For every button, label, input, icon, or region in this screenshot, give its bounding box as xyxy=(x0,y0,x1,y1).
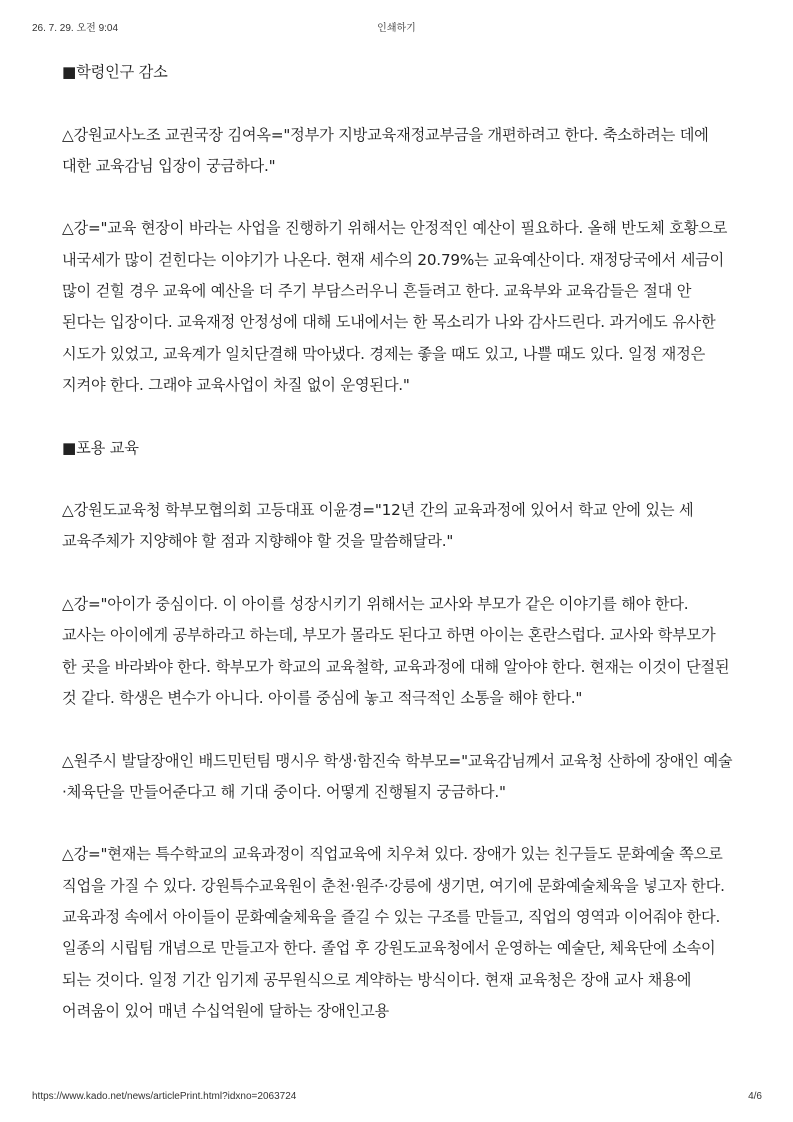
article-paragraph: △강="현재는 특수학교의 교육과정이 직업교육에 치우쳐 있다. 장애가 있는 친구들도 문화예술 쪽으로 직업을 가질 수 있다. 강원특수교육원이 춘천·원주·강릉에 생기면, 여기에 문화예술체육을 넣고자 한다. 교육과정 속에서 아이들이 문화예술체육을 즐길 수 있는 구조를 만들고, 직업의 영역과 이어줘야 한다. 일종의 시립팀 개념으로 만들고자 한다. 졸업 후 강원도교육청에서 운영하는 예술단, 체육단에 소속이 되는 것이다. 일정 기간 임기제 공무원식으로 계약하는 방식이다. 현재 교육청은 장애 교사 채용에 어려움이 있어 매년 수십억원에 달하는 장애인고용 xyxy=(62,845,725,1020)
article-url: https://www.kado.net/news/articlePrint.html?idxno=2063724 xyxy=(32,1091,297,1102)
print-title: 인쇄하기 xyxy=(377,23,416,34)
print-datetime: 26. 7. 29. 오전 9:04 xyxy=(32,23,119,34)
article-paragraph: △강="교육 현장이 바라는 사업을 진행하기 위해서는 안정적인 예산이 필요하다. 올해 반도체 호황으로 내국세가 많이 걷힌다는 이야기가 나온다. 현재 세수의 20.79%는 교육예산이다. 재정당국에서 세금이 많이 걷힐 경우 교육에 예산을 더 주기 부담스러우니 흔들려고 한다. 교육부와 교육감들은 절대 안 된다는 입장이다. 교육재정 안정성에 대해 도내에서는 한 목소리가 나와 감사드린다. 과거에도 유사한 시도가 있었고, 교육계가 일치단결해 막아냈다. 경제는 좋을 때도 있고, 나쁠 때도 있다. 일정 재정은 지켜야 한다. 그래야 교육사업이 차질 없이 운영된다." xyxy=(62,219,728,394)
article-body xyxy=(62,57,734,1059)
article-paragraph: △강원교사노조 교권국장 김여옥="정부가 지방교육재정교부금을 개편하려고 한다. 축소하려는 데에 대한 교육감님 입장이 궁금하다." xyxy=(62,125,709,175)
section-heading-enrollment-decline: ■학령인구 감소 xyxy=(62,63,168,81)
article-paragraph: △원주시 발달장애인 배드민턴팀 맹시우 학생·함진숙 학부모="교육감님께서 교육청 산하에 장애인 예술·체육단을 만들어준다고 해 기대 중이다. 어떻게 진행될지 궁금하다." xyxy=(62,751,733,801)
article-paragraph: △강원도교육청 학부모협의회 고등대표 이윤경="12년 간의 교육과정에 있어서 학교 안에 있는 세 교육주체가 지양해야 할 점과 지향해야 할 것을 말씀해달라." xyxy=(62,501,694,551)
section-heading-inclusive-education: ■포용 교육 xyxy=(62,438,139,457)
article-paragraph: △강="아이가 중심이다. 이 아이를 성장시키기 위해서는 교사와 부모가 같은 이야기를 해야 한다. 교사는 아이에게 공부하라고 하는데, 부모가 몰라도 된다고 하면 아이는 혼란스럽다. 교사와 학부모가 한 곳을 바라봐야 한다. 학부모가 학교의 교육철학, 교육과정에 대해 알아야 한다. 현재는 이것이 단절된 것 같다. 학생은 변수가 아니다. 아이를 중심에 놓고 적극적인 소통을 해야 한다." xyxy=(62,595,730,707)
page-number: 4/6 xyxy=(748,1091,762,1102)
